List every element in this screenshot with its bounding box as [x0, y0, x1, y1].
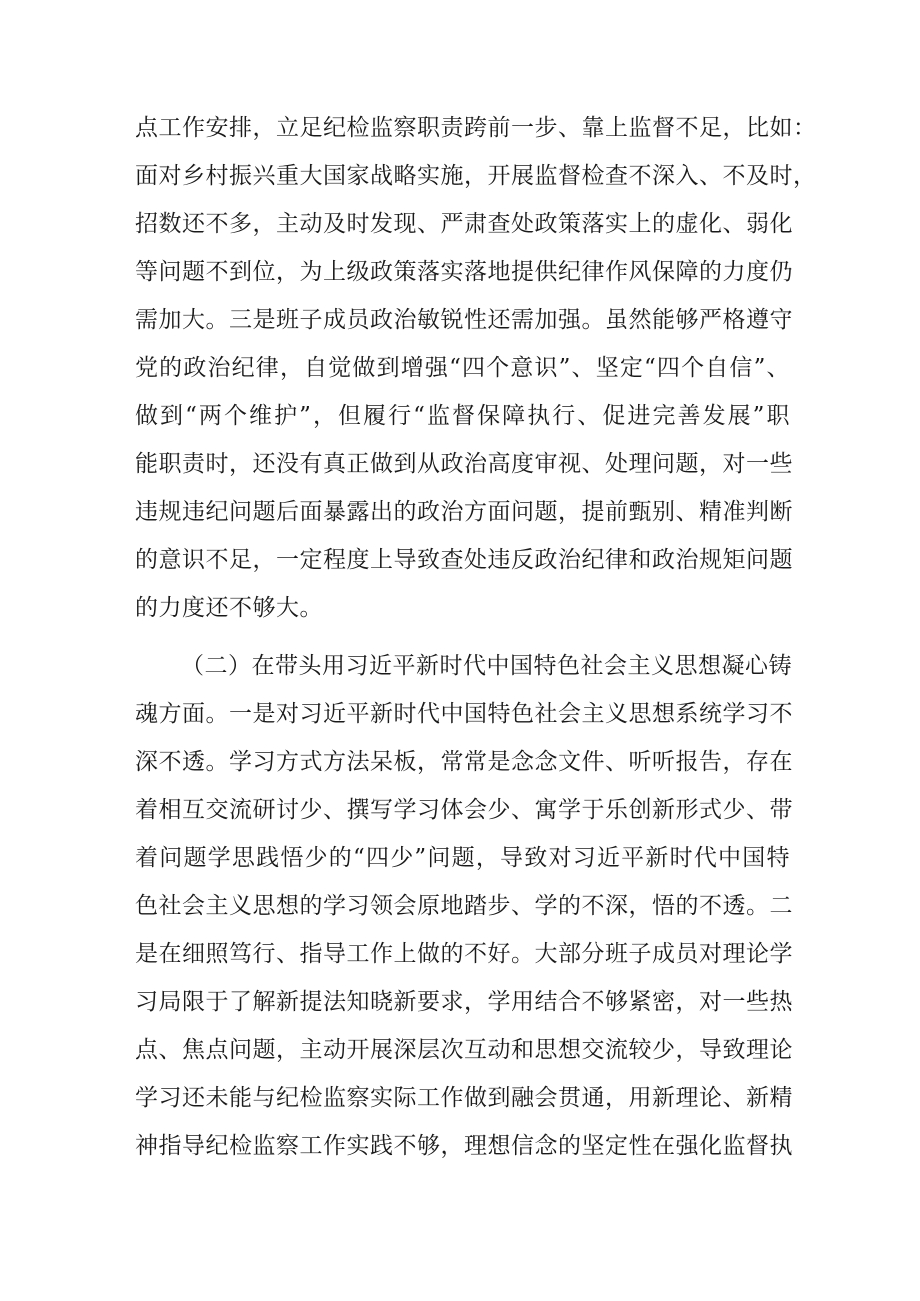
paragraph-line: 点、焦点问题，主动开展深层次互动和思想交流较少，导致理论 [135, 1037, 793, 1063]
paragraph-line: 魂方面。一是对习近平新时代中国特色社会主义思想系统学习不 [135, 701, 793, 727]
paragraph-line: 违规违纪问题后面暴露出的政治方面问题，提前甄别、精准判断 [135, 499, 793, 525]
paragraph-line: 是在细照笃行、指导工作上做的不好。大部分班子成员对理论学 [135, 941, 793, 967]
paragraph-line: 的意识不足，一定程度上导致查处违反政治纪律和政治规矩问题 [135, 547, 793, 573]
paragraph-line: 的力度还不够大。 [135, 595, 323, 621]
paragraph-line: 着相互交流研讨少、撰写学习体会少、寓学于乐创新形式少、带 [135, 797, 793, 823]
paragraph-line: （二）在带头用习近平新时代中国特色社会主义思想凝心铸 [181, 653, 792, 679]
paragraph-line: 着问题学思践悟少的“四少”问题，导致对习近平新时代中国特 [135, 845, 790, 871]
paragraph-line: 招数还不多，主动及时发现、严肃查处政策落实上的虚化、弱化 [135, 211, 793, 237]
paragraph-line: 面对乡村振兴重大国家战略实施，开展监督检查不深入、不及时， [135, 163, 817, 189]
paragraph-line: 神指导纪检监察工作实践不够，理想信念的坚定性在强化监督执 [135, 1133, 793, 1159]
paragraph-line: 色社会主义思想的学习领会原地踏步、学的不深，悟的不透。二 [135, 893, 793, 919]
paragraph-line: 点工作安排，立足纪检监察职责跨前一步、靠上监督不足，比如： [135, 115, 817, 141]
paragraph-line: 党的政治纪律，自觉做到增强“四个意识”、坚定“四个自信”、 [135, 355, 790, 381]
paragraph-line: 学习还未能与纪检监察实际工作做到融会贯通，用新理论、新精 [135, 1085, 793, 1111]
paragraph-2 [135, 642, 793, 1170]
document-body [135, 104, 817, 1170]
paragraph-line: 能职责时，还没有真正做到从政治高度审视、处理问题，对一些 [135, 451, 793, 477]
paragraph-line: 做到“两个维护”，但履行“监督保障执行、促进完善发展”职 [135, 403, 790, 429]
paragraph-1 [135, 104, 817, 632]
paragraph-spacer [135, 632, 790, 642]
paragraph-line: 深不透。学习方式方法呆板，常常是念念文件、听听报告，存在 [135, 749, 793, 775]
paragraph-line: 习局限于了解新提法知晓新要求，学用结合不够紧密，对一些热 [135, 989, 793, 1015]
paragraph-line: 等问题不到位，为上级政策落实落地提供纪律作风保障的力度仍 [135, 259, 793, 285]
paragraph-line: 需加大。三是班子成员政治敏锐性还需加强。虽然能够严格遵守 [135, 307, 793, 333]
